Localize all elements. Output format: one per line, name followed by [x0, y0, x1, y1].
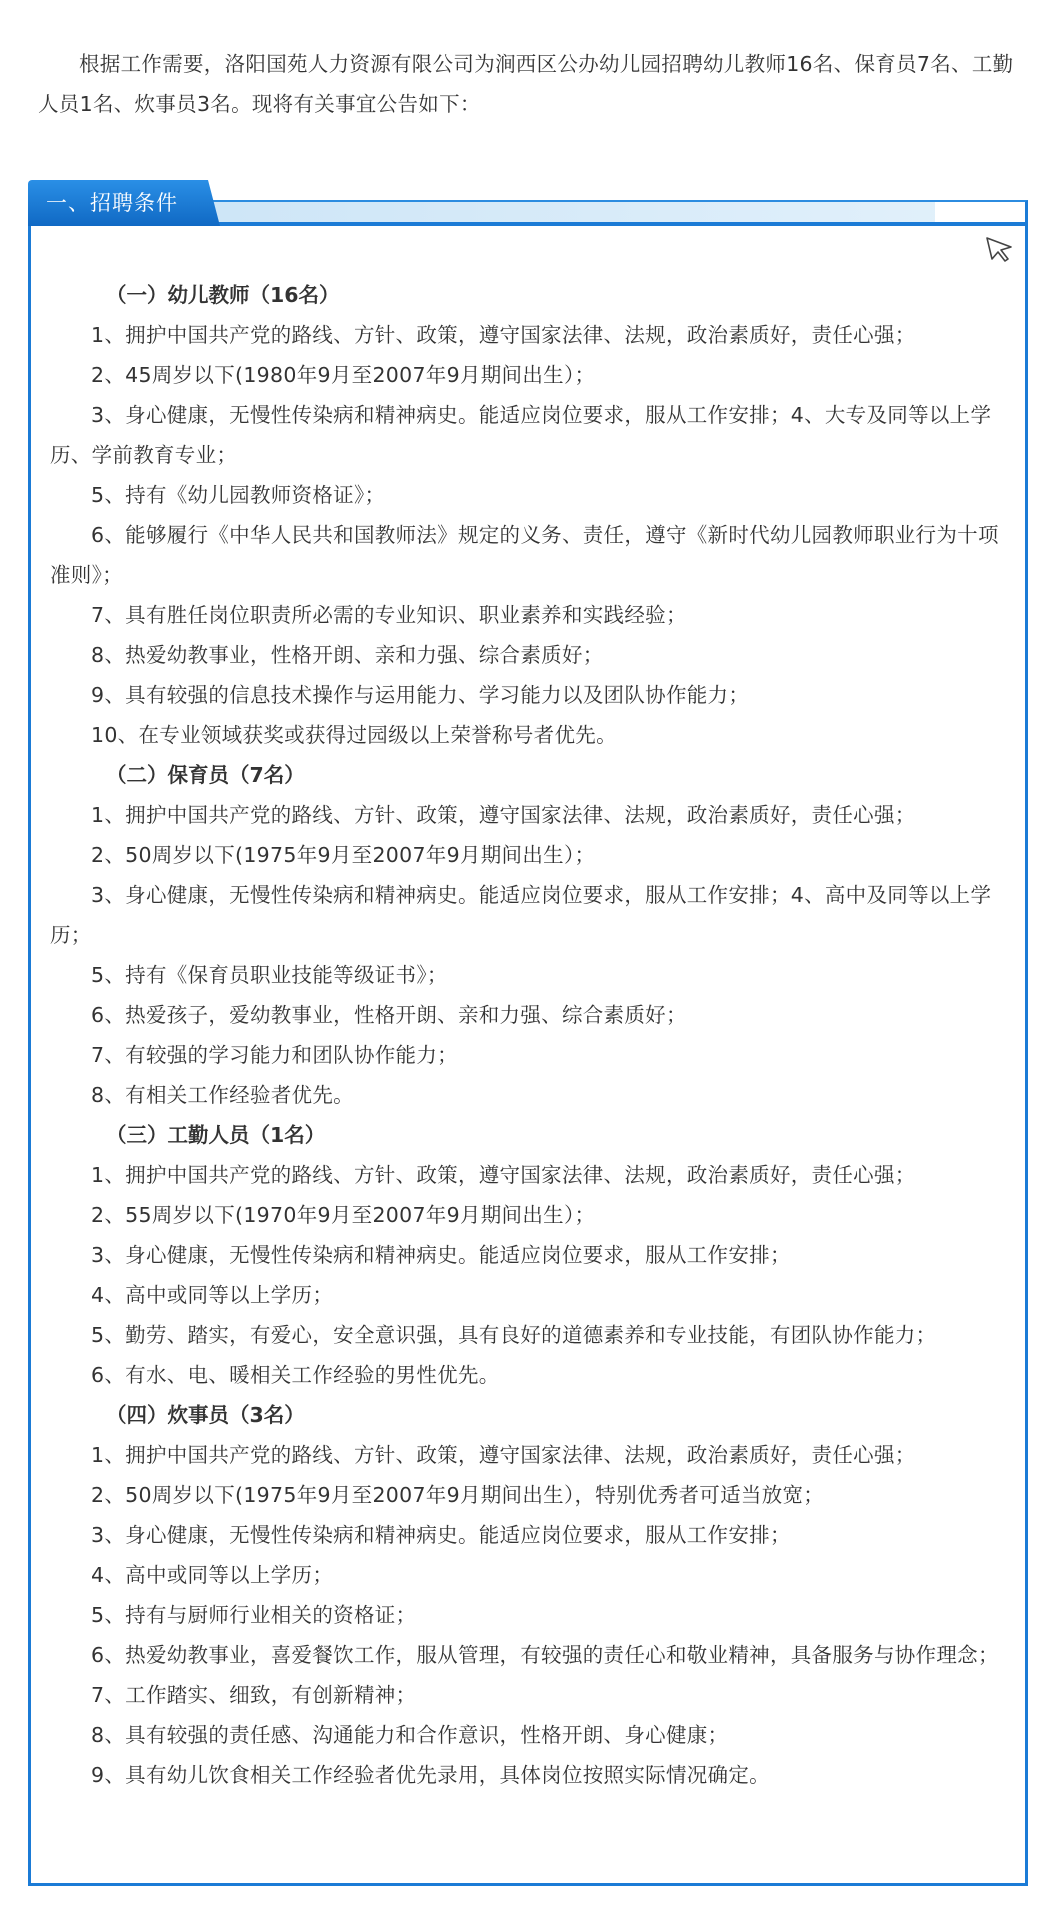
group-cook: [50, 1395, 1010, 1795]
conditions-content: [50, 275, 1010, 1795]
list-item: 7、工作踏实、细致，有创新精神；: [91, 1683, 417, 1707]
recruitment-conditions-section: [28, 180, 1028, 1886]
list-item: 2、55周岁以下(1970年9月至2007年9月期间出生）；: [91, 1203, 596, 1227]
list-item: 4、高中或同等以上学历；: [91, 1563, 334, 1587]
list-item: 1、拥护中国共产党的路线、方针、政策，遵守国家法律、法规，政治素质好，责任心强；: [91, 1163, 916, 1187]
list-item: 3、身心健康，无慢性传染病和精神病史。能适应岗位要求，服从工作安排；: [91, 1523, 791, 1547]
intro-paragraph: 根据工作需要，洛阳国苑人力资源有限公司为涧西区公办幼儿园招聘幼儿教师16名、保育员7名、工勤人员1名、炊事员3名。现将有关事宜公告如下：: [38, 52, 1014, 116]
section-title: 一、招聘条件: [46, 191, 178, 215]
list-item: 8、有相关工作经验者优先。: [91, 1083, 354, 1107]
group-teacher: [50, 275, 1010, 755]
list-item: 8、热爱幼教事业，性格开朗、亲和力强、综合素质好；: [91, 643, 604, 667]
list-item: 9、具有幼儿饮食相关工作经验者优先录用，具体岗位按照实际情况确定。: [91, 1763, 770, 1787]
list-item: 5、持有《幼儿园教师资格证》；: [91, 483, 386, 507]
list-item: 1、拥护中国共产党的路线、方针、政策，遵守国家法律、法规，政治素质好，责任心强；: [91, 323, 916, 347]
list-item: 6、热爱幼教事业，喜爱餐饮工作，服从管理，有较强的责任心和敬业精神，具备服务与协作理念；: [91, 1643, 999, 1667]
list-item: 1、拥护中国共产党的路线、方针、政策，遵守国家法律、法规，政治素质好，责任心强；: [91, 803, 916, 827]
group-title: （三）工勤人员（1名）: [106, 1123, 326, 1147]
list-item: 6、热爱孩子，爱幼教事业，性格开朗、亲和力强、综合素质好；: [91, 1003, 687, 1027]
list-item: 9、具有较强的信息技术操作与运用能力、学习能力以及团队协作能力；: [91, 683, 750, 707]
list-item: 2、50周岁以下(1975年9月至2007年9月期间出生），特别优秀者可适当放宽；: [91, 1483, 825, 1507]
list-item: 3、身心健康，无慢性传染病和精神病史。能适应岗位要求，服从工作安排；4、大专及同等以上学历、学前教育专业；: [50, 403, 992, 467]
list-item: 2、45周岁以下(1980年9月至2007年9月期间出生）；: [91, 363, 596, 387]
cursor-icon: [984, 234, 1014, 264]
list-item: 6、有水、电、暖相关工作经验的男性优先。: [91, 1363, 500, 1387]
group-title: （四）炊事员（3名）: [106, 1403, 305, 1427]
list-item: 3、身心健康，无慢性传染病和精神病史。能适应岗位要求，服从工作安排；4、高中及同等以上学历；: [50, 883, 992, 947]
list-item: 6、能够履行《中华人民共和国教师法》规定的义务、责任，遵守《新时代幼儿园教师职业行为十项准则》；: [50, 523, 999, 587]
list-item: 5、勤劳、踏实，有爱心，安全意识强，具有良好的道德素养和专业技能，有团队协作能力；: [91, 1323, 937, 1347]
list-item: 2、50周岁以下(1975年9月至2007年9月期间出生）；: [91, 843, 596, 867]
list-item: 5、持有《保育员职业技能等级证书》；: [91, 963, 448, 987]
group-maintenance: [50, 1115, 1010, 1395]
group-title: （一）幼儿教师（16名）: [106, 283, 340, 307]
list-item: 7、具有胜任岗位职责所必需的专业知识、职业素养和实践经验；: [91, 603, 687, 627]
list-item: 4、高中或同等以上学历；: [91, 1283, 334, 1307]
list-item: 1、拥护中国共产党的路线、方针、政策，遵守国家法律、法规，政治素质好，责任心强；: [91, 1443, 916, 1467]
list-item: 10、在专业领域获奖或获得过园级以上荣誉称号者优先。: [91, 723, 617, 747]
list-item: 5、持有与厨师行业相关的资格证；: [91, 1603, 417, 1627]
group-caregiver: [50, 755, 1010, 1115]
list-item: 8、具有较强的责任感、沟通能力和合作意识，性格开朗、身心健康；: [91, 1723, 729, 1747]
list-item: 7、有较强的学习能力和团队协作能力；: [91, 1043, 458, 1067]
list-item: 3、身心健康，无慢性传染病和精神病史。能适应岗位要求，服从工作安排；: [91, 1243, 791, 1267]
group-title: （二）保育员（7名）: [106, 763, 305, 787]
section-header: [28, 180, 1028, 226]
